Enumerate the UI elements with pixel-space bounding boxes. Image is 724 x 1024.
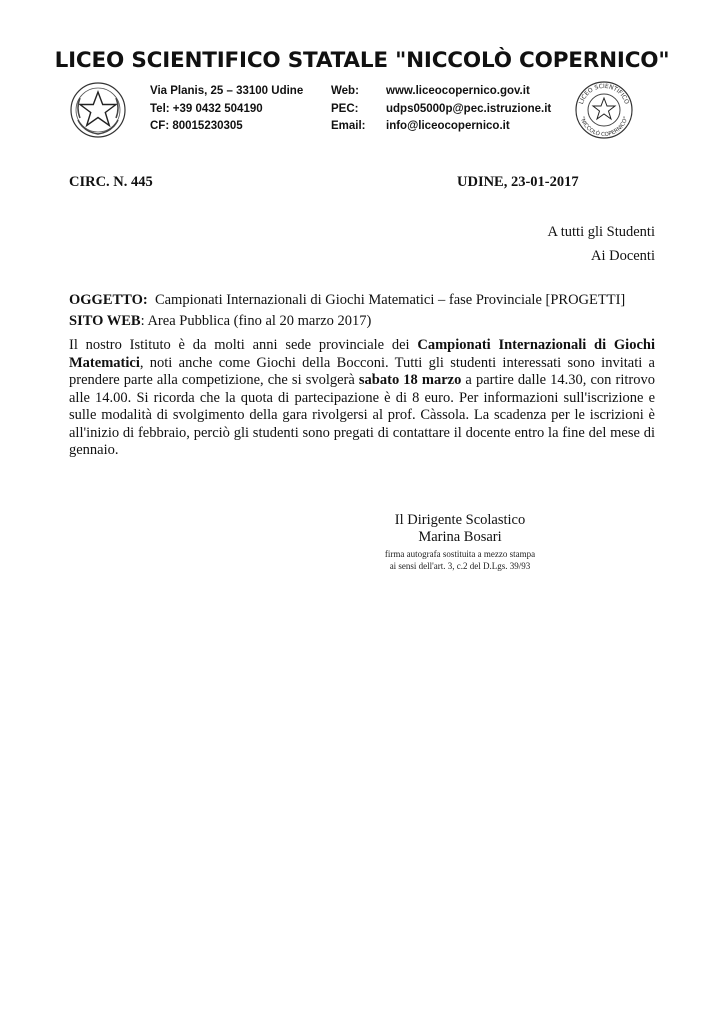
pec-link[interactable]: udps05000p@pec.istruzione.it bbox=[386, 103, 552, 115]
recipient-teachers: Ai Docenti bbox=[590, 248, 655, 264]
body-part-2: , noti anche come Giochi della Bocconi. Tutti gli studenti interessati sono invitati a prendere parte alla competizione, che si svolgerà bbox=[69, 354, 655, 388]
web-label: Web: bbox=[331, 85, 359, 97]
web-link[interactable]: www.liceocopernico.gov.it bbox=[386, 85, 530, 97]
email-label: Email: bbox=[331, 120, 366, 132]
signature-note-2: ai sensi dell'art. 3, c.2 del D.Lgs. 39/93 bbox=[389, 561, 531, 571]
address-text: Via Planis, 25 – 33100 Udine bbox=[150, 85, 304, 97]
signature-note-1: firma autografa sostituita a mezzo stampa bbox=[384, 549, 536, 559]
circular-number: CIRC. N. 445 bbox=[69, 174, 153, 190]
website-label: SITO WEB bbox=[69, 313, 141, 329]
recipient-students: A tutti gli Studenti bbox=[547, 224, 655, 240]
pec-label: PEC: bbox=[331, 103, 359, 115]
phone-text: Tel: +39 0432 504190 bbox=[150, 103, 263, 115]
subject-label: OGGETTO: bbox=[69, 292, 148, 308]
place-date: UDINE, 23-01-2017 bbox=[457, 174, 579, 190]
website-line bbox=[69, 313, 669, 330]
svg-text:LICEO SCIENTIFICO: LICEO SCIENTIFICO bbox=[577, 82, 631, 106]
subject-text: Campionati Internazionali di Giochi Matematici – fase Provinciale [PROGETTI] bbox=[154, 292, 626, 308]
body-part-3: a partire dalle 14.30, con ritrovo alle 14.00. Si ricorda che la quota di partecipazione è di 8 euro. Per informazioni sull'iscrizione e sulle modalità di svolgimento della gara rivolgersi al prof. Càssola. La scadenza per le iscrizioni è all'inizio di febbraio, perciò gli studenti sono pregati di contattare il docente entro la fine del mese di gennaio. bbox=[69, 372, 655, 458]
body-bold-championship: Campionati Internazionali di Giochi Matematici bbox=[69, 337, 655, 371]
signatory-role: Il Dirigente Scolastico bbox=[394, 512, 526, 528]
email-link[interactable]: info@liceocopernico.it bbox=[386, 120, 510, 132]
website-text: : Area Pubblica (fino al 20 marzo 2017) bbox=[140, 313, 372, 329]
school-seal-icon bbox=[570, 80, 638, 140]
signatory-name: Marina Bosari bbox=[418, 529, 502, 545]
body-paragraph bbox=[69, 337, 655, 460]
tax-code-text: CF: 80015230305 bbox=[150, 120, 243, 132]
school-title: LICEO SCIENTIFICO STATALE "NICCOLÒ COPERNICO" bbox=[54, 48, 670, 73]
subject-line bbox=[69, 292, 669, 309]
body-part-1: Il nostro Istituto è da molti anni sede provinciale dei bbox=[69, 337, 418, 353]
body-bold-date: sabato 18 marzo bbox=[358, 372, 462, 388]
republic-emblem-icon bbox=[68, 80, 128, 140]
svg-text:"NICCOLÒ COPERNICO": "NICCOLÒ COPERNICO" bbox=[578, 116, 630, 139]
